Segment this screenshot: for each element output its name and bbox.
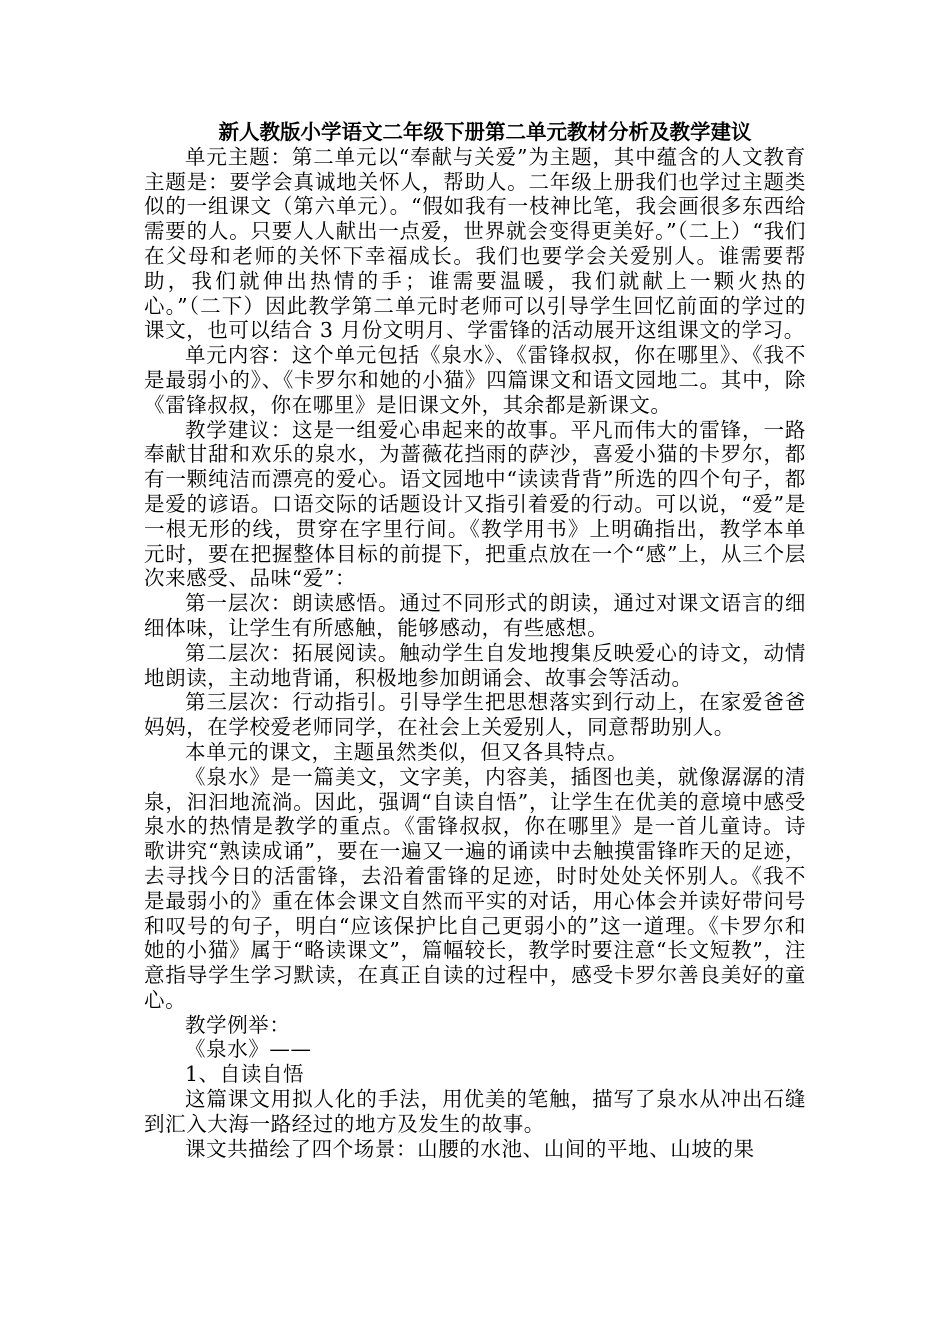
paragraph-unit-content: 单元内容：这个单元包括《泉水》、《雷锋叔叔，你在哪里》、《我不是最弱小的》、《卡罗尔和她的小猫》四篇课文和语文园地二。其中，除《雷锋叔叔，你在哪里》是旧课文外，其余都是新课文。 <box>144 343 806 417</box>
paragraph-unit-theme: 单元主题：第二单元以“奉献与关爱”为主题，其中蕴含的人文教育主题是：要学会真诚地关怀人，帮助人。二年级上册我们也学过主题类似的一组课文（第六单元）。“假如我有一枝神比笔，我会画很多东西给需要的人。只要人人献出一点爱，世界就会变得更美好。”（二上）“我们在父母和老师的关怀下幸福成长。我们也要学会关爱别人。谁需要帮助，我们就伸出热情的手；谁需要温暖，我们就献上一颗火热的心。”（二下）因此教学第二单元时老师可以引导学生回忆前面的学过的课文，也可以结合 3 月份文明月、学雷锋的活动展开这组课文的学习。 <box>144 144 806 343</box>
paragraph-unit-features: 本单元的课文，主题虽然类似，但又各具特点。 <box>185 739 629 764</box>
paragraph-scenes: 课文共描绘了四个场景：山腰的水池、山间的平地、山坡的果 <box>185 1136 755 1161</box>
document-page <box>144 120 806 1161</box>
paragraph-section-heading: 1、自读自悟 <box>185 1062 305 1087</box>
paragraph-lesson-title: 《泉水》—— <box>185 1037 312 1062</box>
paragraph-level-one: 第一层次：朗读感悟。通过不同形式的朗读，通过对课文语言的细细体味，让学生有所感触，能够感动，有些感想。 <box>144 591 806 640</box>
paragraph-teaching-suggestion: 教学建议：这是一组爱心串起来的故事。平凡而伟大的雷锋，一路奉献甘甜和欢乐的泉水，为蔷薇花挡雨的萨沙，喜爱小猫的卡罗尔，都有一颗纯洁而漂亮的爱心。语文园地中“读读背背”所选的四个句子，都是爱的谚语。口语交际的话题设计又指引着爱的行动。可以说，“爱”是一根无形的线，贯穿在字里行间。《教学用书》上明确指出，教学本单元时，要在把握整体目标的前提下，把重点放在一个“感”上，从三个层次来感受、品味“爱”： <box>144 417 806 591</box>
paragraph-lesson-description: 这篇课文用拟人化的手法，用优美的笔触，描写了泉水从冲出石缝到汇入大海一路经过的地方及发生的故事。 <box>144 1087 806 1136</box>
paragraph-level-three: 第三层次：行动指引。引导学生把思想落实到行动上，在家爱爸爸妈妈，在学校爱老师同学，在社会上关爱别人，同意帮助别人。 <box>144 690 806 740</box>
document-title: 新人教版小学语文二年级下册第二单元教材分析及教学建议 <box>218 120 752 144</box>
paragraph-level-two: 第二层次：拓展阅读。触动学生自发地搜集反映爱心的诗文，动情地朗读，主动地背诵，积极地参加朗诵会、故事会等活动。 <box>144 640 806 690</box>
paragraph-lesson-overview: 《泉水》是一篇美文，文字美，内容美，插图也美，就像潺潺的清泉，汩汩地流淌。因此，强调“自读自悟”，让学生在优美的意境中感受泉水的热情是教学的重点。《雷锋叔叔，你在哪里》是一首儿童诗。诗歌讲究“熟读成诵”，要在一遍又一遍的诵读中去触摸雷锋昨天的足迹，去寻找今日的活雷锋，去沿着雷锋的足迹，时时处处关怀别人。《我不是最弱小的》重在体会课文自然而平实的对话，用心体会并读好带问号和叹号的句子，明白“应该保护比自己更弱小的”这一道理。《卡罗尔和她的小猫》属于“略读课文”，篇幅较长，教学时要注意“长文短教”，注意指导学生学习默读，在真正自读的过程中，感受卡罗尔善良美好的童心。 <box>144 764 806 1012</box>
paragraph-examples-heading: 教学例举： <box>185 1012 291 1037</box>
